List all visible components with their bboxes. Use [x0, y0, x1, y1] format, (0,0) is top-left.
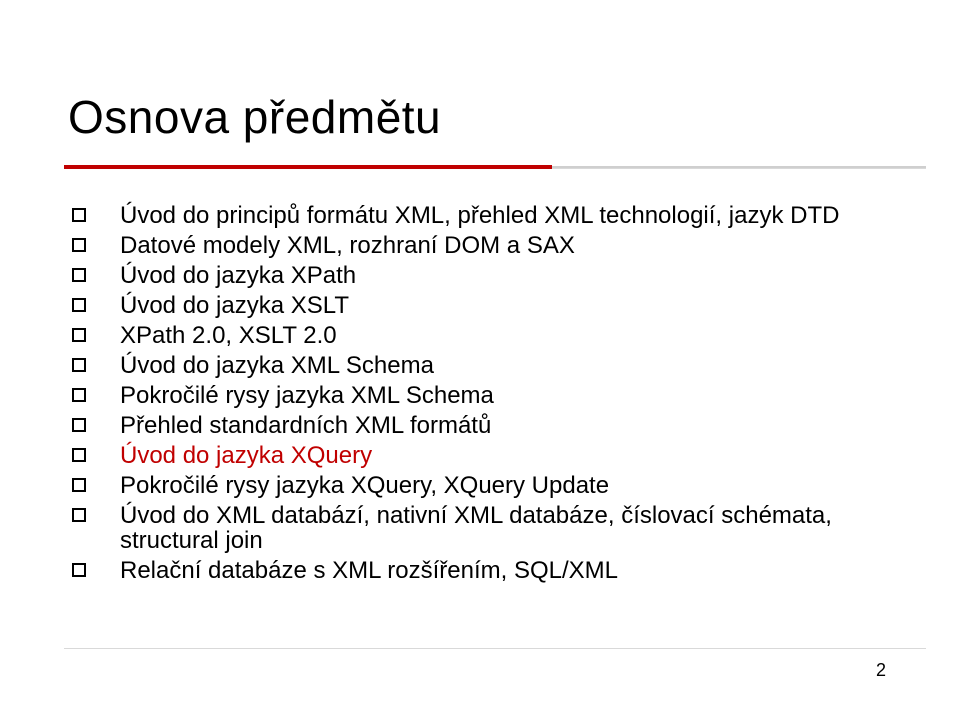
- list-item-text: Úvod do XML databází, nativní XML databáze, číslovací schémata, structural join: [120, 502, 832, 554]
- list-item-text: Úvod do jazyka XPath: [120, 262, 357, 289]
- list-item: [72, 558, 932, 583]
- list-item: [72, 473, 932, 498]
- list-item: [72, 323, 932, 348]
- square-bullet-icon: [72, 508, 86, 522]
- list-item: [72, 413, 932, 438]
- title-underline-accent: [64, 165, 552, 169]
- list-item-text: Pokročilé rysy jazyka XML Schema: [120, 382, 494, 409]
- list-item: [72, 233, 932, 258]
- list-item-text: Datové modely XML, rozhraní DOM a SAX: [120, 232, 575, 259]
- square-bullet-icon: [72, 418, 86, 432]
- list-item-text: Úvod do jazyka XML Schema: [120, 352, 434, 379]
- square-bullet-icon: [72, 208, 86, 222]
- square-bullet-icon: [72, 328, 86, 342]
- list-item-highlighted: [72, 443, 932, 468]
- list-item-text: Přehled standardních XML formátů: [120, 412, 492, 439]
- list-item: [72, 383, 932, 408]
- list-item: [72, 503, 932, 553]
- footer-divider: [64, 648, 926, 649]
- title-underline-gray: [552, 166, 926, 168]
- list-item-text: Pokročilé rysy jazyka XQuery, XQuery Update: [120, 472, 610, 499]
- list-item: [72, 293, 932, 318]
- list-item: [72, 203, 932, 228]
- square-bullet-icon: [72, 563, 86, 577]
- square-bullet-icon: [72, 298, 86, 312]
- list-item: [72, 263, 932, 288]
- list-item-text: Úvod do jazyka XSLT: [120, 292, 349, 319]
- list-item-text: XPath 2.0, XSLT 2.0: [120, 322, 337, 349]
- outline-list: [72, 203, 932, 588]
- list-item-text: Úvod do principů formátu XML, přehled XML technologií, jazyk DTD: [120, 202, 840, 229]
- square-bullet-icon: [72, 358, 86, 372]
- list-item-text: Úvod do jazyka XQuery: [120, 442, 373, 469]
- title-underline: [64, 166, 926, 169]
- list-item-text: Relační databáze s XML rozšířením, SQL/XML: [120, 557, 618, 584]
- square-bullet-icon: [72, 238, 86, 252]
- list-item: [72, 353, 932, 378]
- square-bullet-icon: [72, 388, 86, 402]
- square-bullet-icon: [72, 268, 86, 282]
- square-bullet-icon: [72, 478, 86, 492]
- square-bullet-icon: [72, 448, 86, 462]
- slide-title: Osnova předmětu: [68, 91, 442, 143]
- page-number: 2: [875, 660, 886, 680]
